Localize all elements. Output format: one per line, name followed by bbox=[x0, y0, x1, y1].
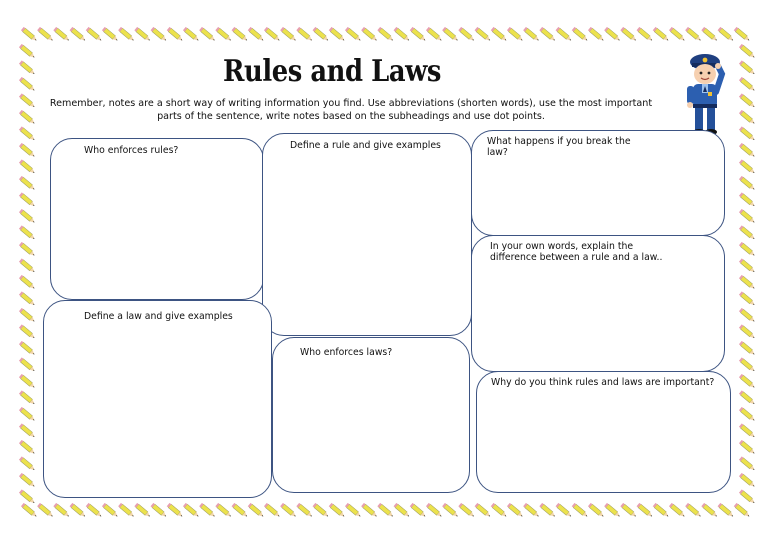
pencil-icon bbox=[653, 27, 670, 42]
pencil-icon bbox=[134, 27, 151, 42]
pencil-icon bbox=[604, 27, 621, 42]
pencil-icon bbox=[739, 390, 756, 405]
pencil-icon bbox=[19, 374, 36, 389]
question-who-enforces-rules: Who enforces rules? bbox=[84, 145, 179, 156]
pencil-icon bbox=[70, 27, 87, 42]
pencil-icon bbox=[19, 159, 36, 174]
pencil-icon bbox=[685, 27, 702, 42]
pencil-icon bbox=[19, 225, 36, 240]
pencil-icon bbox=[134, 503, 151, 518]
box-rule-law-difference[interactable] bbox=[471, 235, 725, 372]
box-break-law[interactable] bbox=[471, 130, 725, 236]
pencil-icon bbox=[296, 27, 313, 42]
pencil-icon bbox=[739, 341, 756, 356]
pencil-icon bbox=[248, 27, 265, 42]
pencil-icon bbox=[118, 503, 135, 518]
pencil-icon bbox=[739, 159, 756, 174]
pencil-icon bbox=[620, 27, 637, 42]
pencil-icon bbox=[19, 176, 36, 191]
pencil-icon bbox=[426, 503, 443, 518]
pencil-icon bbox=[215, 503, 232, 518]
pencil-icon bbox=[86, 503, 103, 518]
pencil-icon bbox=[539, 503, 556, 518]
police-officer-icon bbox=[678, 52, 732, 138]
instructions-line-1: Remember, notes are a short way of writing information you find. Use abbreviations (shorten words), use the most important bbox=[49, 98, 653, 109]
pencil-icon bbox=[86, 27, 103, 42]
pencil-icon bbox=[264, 503, 281, 518]
pencil-icon bbox=[739, 374, 756, 389]
pencil-icon bbox=[523, 27, 540, 42]
pencil-icon bbox=[739, 456, 756, 471]
pencil-icon bbox=[739, 324, 756, 339]
pencil-icon bbox=[102, 27, 119, 42]
pencil-icon bbox=[653, 503, 670, 518]
pencil-icon bbox=[588, 503, 605, 518]
pencil-icon bbox=[151, 503, 168, 518]
pencil-icon bbox=[739, 440, 756, 455]
pencil-icon bbox=[637, 503, 654, 518]
pencil-icon bbox=[426, 27, 443, 42]
question-define-law: Define a law and give examples bbox=[84, 311, 233, 322]
box-define-rule[interactable] bbox=[262, 133, 472, 336]
pencil-icon bbox=[739, 225, 756, 240]
question-break-law bbox=[487, 136, 631, 158]
question-define-rule: Define a rule and give examples bbox=[290, 140, 441, 151]
pencil-icon bbox=[394, 27, 411, 42]
pencil-icon bbox=[701, 503, 718, 518]
box-who-enforces-laws[interactable] bbox=[272, 337, 470, 493]
box-why-important[interactable] bbox=[476, 371, 731, 493]
pencil-icon bbox=[19, 192, 36, 207]
pencil-icon bbox=[620, 503, 637, 518]
pencil-icon bbox=[19, 440, 36, 455]
pencil-icon bbox=[556, 27, 573, 42]
pencil-icon bbox=[345, 27, 362, 42]
pencil-icon bbox=[199, 27, 216, 42]
pencil-icon bbox=[458, 503, 475, 518]
pencil-icon bbox=[604, 503, 621, 518]
pencil-icon bbox=[19, 93, 36, 108]
pencil-icon bbox=[19, 60, 36, 75]
pencil-icon bbox=[739, 473, 756, 488]
pencil-icon bbox=[739, 110, 756, 125]
pencil-icon bbox=[572, 503, 589, 518]
pencil-icon bbox=[118, 27, 135, 42]
pencil-icon bbox=[19, 209, 36, 224]
pencil-icon bbox=[739, 308, 756, 323]
pencil-icon bbox=[19, 110, 36, 125]
pencil-icon bbox=[637, 27, 654, 42]
pencil-icon bbox=[734, 27, 751, 42]
pencil-icon bbox=[377, 503, 394, 518]
question-break-law-line-1: What happens if you break the bbox=[487, 136, 631, 147]
pencil-icon bbox=[296, 503, 313, 518]
pencil-icon bbox=[491, 27, 508, 42]
pencil-icon bbox=[475, 503, 492, 518]
pencil-icon bbox=[313, 503, 330, 518]
page-title: Rules and Laws bbox=[222, 54, 441, 89]
pencil-icon bbox=[21, 503, 38, 518]
pencil-icon bbox=[19, 291, 36, 306]
pencil-icon bbox=[280, 503, 297, 518]
pencil-icon bbox=[718, 503, 735, 518]
pencil-icon bbox=[313, 27, 330, 42]
pencil-icon bbox=[19, 242, 36, 257]
instructions bbox=[36, 97, 666, 123]
pencil-icon bbox=[491, 503, 508, 518]
pencil-icon bbox=[19, 308, 36, 323]
pencil-icon bbox=[410, 503, 427, 518]
pencil-icon bbox=[718, 27, 735, 42]
pencil-icon bbox=[685, 503, 702, 518]
pencil-icon bbox=[734, 503, 751, 518]
pencil-icon bbox=[442, 27, 459, 42]
pencil-icon bbox=[19, 423, 36, 438]
pencil-icon bbox=[21, 27, 38, 42]
pencil-icon bbox=[37, 27, 54, 42]
pencil-icon bbox=[248, 503, 265, 518]
pencil-icon bbox=[19, 258, 36, 273]
pencil-icon bbox=[377, 27, 394, 42]
pencil-icon bbox=[183, 503, 200, 518]
pencil-icon bbox=[739, 60, 756, 75]
instructions-line-2: parts of the sentence, write notes based on the subheadings and use dot points. bbox=[157, 111, 545, 122]
pencil-icon bbox=[739, 143, 756, 158]
pencil-icon bbox=[739, 93, 756, 108]
pencil-icon bbox=[199, 503, 216, 518]
question-why-important: Why do you think rules and laws are important? bbox=[491, 377, 715, 388]
pencil-icon bbox=[53, 503, 70, 518]
pencil-icon bbox=[19, 489, 36, 504]
pencil-icon bbox=[19, 126, 36, 141]
question-difference-line-2: difference between a rule and a law.. bbox=[490, 252, 663, 263]
pencil-icon bbox=[394, 503, 411, 518]
pencil-icon bbox=[280, 27, 297, 42]
pencil-icon bbox=[507, 27, 524, 42]
pencil-icon bbox=[475, 27, 492, 42]
pencil-icon bbox=[19, 473, 36, 488]
pencil-icon bbox=[19, 77, 36, 92]
pencil-icon bbox=[19, 390, 36, 405]
pencil-icon bbox=[183, 27, 200, 42]
pencil-icon bbox=[507, 503, 524, 518]
pencil-icon bbox=[19, 341, 36, 356]
pencil-icon bbox=[19, 275, 36, 290]
pencil-icon bbox=[19, 456, 36, 471]
pencil-icon bbox=[739, 126, 756, 141]
pencil-icon bbox=[669, 503, 686, 518]
pencil-icon bbox=[19, 324, 36, 339]
pencil-icon bbox=[556, 503, 573, 518]
pencil-icon bbox=[232, 27, 249, 42]
pencil-icon bbox=[739, 209, 756, 224]
pencil-icon bbox=[361, 27, 378, 42]
pencil-icon bbox=[102, 503, 119, 518]
pencil-icon bbox=[232, 503, 249, 518]
pencil-icon bbox=[215, 27, 232, 42]
question-break-law-line-2: law? bbox=[487, 147, 508, 158]
pencil-icon bbox=[151, 27, 168, 42]
question-rule-law-difference bbox=[490, 241, 662, 263]
pencil-icon bbox=[361, 503, 378, 518]
pencil-icon bbox=[739, 275, 756, 290]
pencil-icon bbox=[410, 27, 427, 42]
pencil-icon bbox=[539, 27, 556, 42]
pencil-icon bbox=[19, 407, 36, 422]
pencil-icon bbox=[329, 503, 346, 518]
pencil-icon bbox=[669, 27, 686, 42]
pencil-icon bbox=[53, 27, 70, 42]
pencil-icon bbox=[739, 357, 756, 372]
pencil-icon bbox=[739, 423, 756, 438]
pencil-icon bbox=[442, 503, 459, 518]
pencil-icon bbox=[739, 192, 756, 207]
pencil-icon bbox=[167, 503, 184, 518]
pencil-icon bbox=[458, 27, 475, 42]
pencil-icon bbox=[19, 143, 36, 158]
question-who-enforces-laws: Who enforces laws? bbox=[300, 347, 393, 358]
pencil-icon bbox=[37, 503, 54, 518]
pencil-icon bbox=[572, 27, 589, 42]
pencil-icon bbox=[19, 357, 36, 372]
pencil-icon bbox=[739, 489, 756, 504]
box-define-law[interactable] bbox=[43, 300, 272, 498]
pencil-icon bbox=[739, 291, 756, 306]
pencil-icon bbox=[588, 27, 605, 42]
pencil-icon bbox=[167, 27, 184, 42]
box-who-enforces-rules[interactable] bbox=[50, 138, 264, 300]
pencil-icon bbox=[739, 407, 756, 422]
question-difference-line-1: In your own words, explain the bbox=[490, 241, 634, 252]
pencil-icon bbox=[739, 242, 756, 257]
pencil-icon bbox=[701, 27, 718, 42]
pencil-icon bbox=[523, 503, 540, 518]
pencil-icon bbox=[739, 77, 756, 92]
pencil-icon bbox=[264, 27, 281, 42]
pencil-icon bbox=[329, 27, 346, 42]
pencil-icon bbox=[70, 503, 87, 518]
pencil-icon bbox=[739, 258, 756, 273]
pencil-icon bbox=[739, 176, 756, 191]
pencil-icon bbox=[739, 44, 756, 59]
pencil-icon bbox=[19, 44, 36, 59]
pencil-icon bbox=[345, 503, 362, 518]
